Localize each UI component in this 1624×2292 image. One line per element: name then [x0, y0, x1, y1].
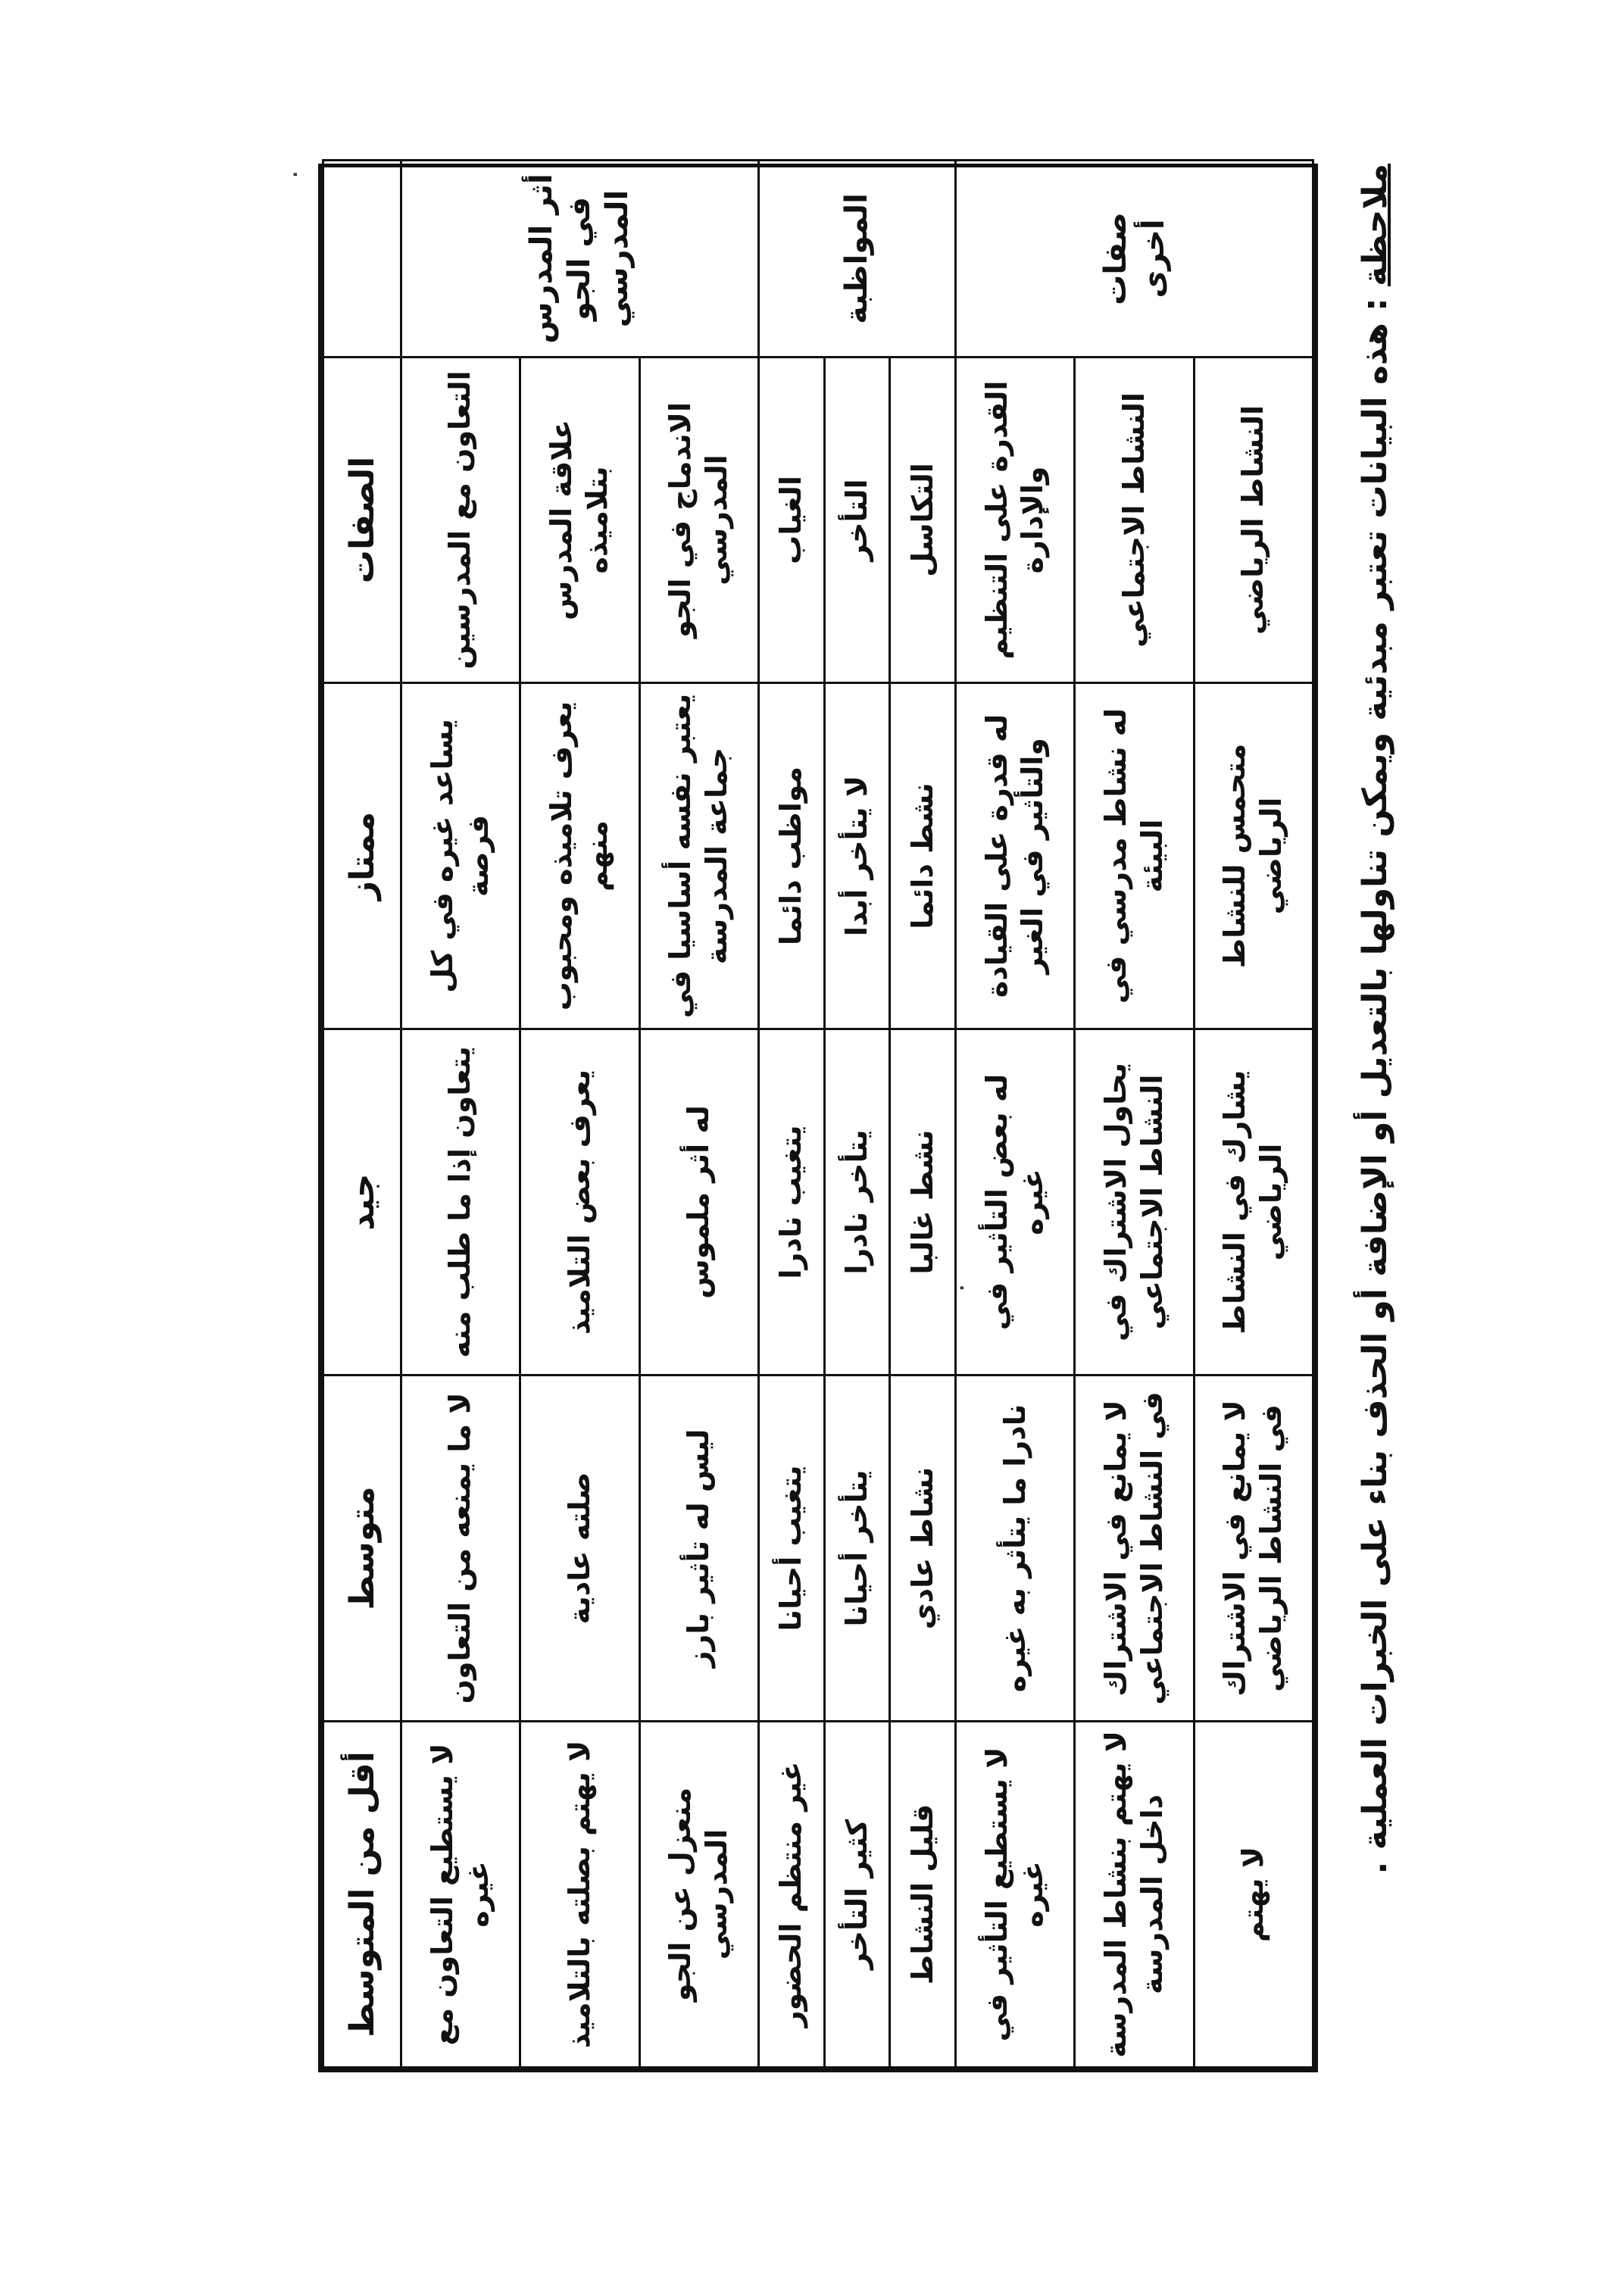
evaluation-table [322, 159, 1314, 2069]
good-cell: نشط غالبا [890, 1029, 956, 1376]
average-cell: نشاط عادي [890, 1376, 956, 1722]
average-cell: نادرا ما يتأثر به غيره [956, 1376, 1075, 1722]
below-average-cell: لا يستطيع التعاون مع غيره [401, 1722, 520, 2068]
trait-cell: النشاط الرياضي [1194, 358, 1313, 683]
table-row [520, 161, 639, 2068]
good-cell: يتغيب نادرا [758, 1029, 824, 1376]
average-cell: صلته عادية [520, 1376, 639, 1722]
header-excellent: ممتاز [323, 683, 401, 1029]
header-average: متوسط [323, 1376, 401, 1722]
table-row [956, 161, 1075, 2068]
excellent-cell: يعتبر نفسه أساسيا في جماعة المدرسة [639, 683, 758, 1029]
table-row [758, 161, 824, 2068]
average-cell: يتأخر أحيانا [824, 1376, 890, 1722]
below-average-cell: قليل النشاط [890, 1722, 956, 2068]
trait-cell: القدرة على التنظيم والإدارة [956, 358, 1075, 683]
trait-cell: التأخر [824, 358, 890, 683]
trait-cell: الغياب [758, 358, 824, 683]
excellent-cell: يساعد غيره في كل فرصة [401, 683, 520, 1029]
table-row [639, 161, 758, 2068]
average-cell: لا يمانع في الاشتراك في النشاط الاجتماعي [1075, 1376, 1194, 1722]
excellent-cell: لا يتأخر أبدا [824, 683, 890, 1029]
good-cell: يشارك في النشاط الرياضي [1194, 1029, 1313, 1376]
average-cell: لا ما يمنعه من التعاون [401, 1376, 520, 1722]
table-row [890, 161, 956, 2068]
good-cell: يتعاون إذا ما طلب منه [401, 1029, 520, 1376]
footnote-text: : هذه البيانات تعتبر مبدئية ويمكن تناولها بالتعديل أو الإضافة أو الحذف بناء على الخبرات العملية . [1356, 298, 1394, 1875]
below-average-cell: غير منتظم الحضور [758, 1722, 824, 2068]
trait-cell: التكاسل [890, 358, 956, 683]
trait-cell: التعاون مع المدرسين [401, 358, 520, 683]
trait-cell: علاقة المدرس بتلاميذه [520, 358, 639, 683]
below-average-cell: لا يهتم بصلته بالتلاميذ [520, 1722, 639, 2068]
evaluation-table-frame [318, 164, 1318, 2072]
header-below-average: أقل من المتوسط [323, 1722, 401, 2068]
excellent-cell: له قدرة على القيادة والتأثير في الغير [956, 683, 1075, 1029]
header-good: جيد [323, 1029, 401, 1376]
stray-mark: . [273, 170, 304, 179]
below-average-cell: كثير التأخر [824, 1722, 890, 2068]
table-row [824, 161, 890, 2068]
group-area-cell: صفات أخرى [956, 161, 1313, 358]
excellent-cell: متحمس للنشاط الرياضي [1194, 683, 1313, 1029]
good-cell: يعرف بعض التلاميذ [520, 1029, 639, 1376]
header-traits: الصفات [323, 358, 401, 683]
good-cell: له بعض التأثير في غيره [956, 1029, 1075, 1376]
average-cell: لا يمانع في الاشتراك في النشاط الرياضي [1194, 1376, 1313, 1722]
average-cell: يتغيب أحيانا [758, 1376, 824, 1722]
below-average-cell: لا يهتم بنشاط المدرسة داخل المدرسة [1075, 1722, 1194, 2068]
group-area-cell: أثر المدرس في الجو المدرسي [401, 161, 759, 358]
table-row [1075, 161, 1194, 2068]
trait-cell: النشاط الاجتماعي [1075, 358, 1194, 683]
table-row [1194, 161, 1313, 2068]
below-average-cell: لا يستطيع التأثير في غيره [956, 1722, 1075, 2068]
excellent-cell: نشط دائما [890, 683, 956, 1029]
table-row [401, 161, 520, 2068]
footnote-label: ملاحظة [1356, 164, 1394, 286]
below-average-cell: منعزل عن الجو المدرسي [639, 1722, 758, 2068]
group-area-cell: المواظبة [758, 161, 955, 358]
stray-mark: . [939, 1283, 970, 1292]
good-cell: يحاول الاشتراك في النشاط الاجتماعي [1075, 1029, 1194, 1376]
below-average-cell: لا يهتم [1194, 1722, 1313, 2068]
footnote [1356, 164, 1394, 2072]
excellent-cell: له نشاط مدرسي في البيئة [1075, 683, 1194, 1029]
good-cell: يتأخر نادرا [824, 1029, 890, 1376]
trait-cell: الاندماج في الجو المدرسي [639, 358, 758, 683]
good-cell: له أثر ملموس [639, 1029, 758, 1376]
excellent-cell: يعرف تلاميذه ومحبوب منهم [520, 683, 639, 1029]
table-header-row [323, 161, 401, 2068]
average-cell: ليس له تأثير بارز [639, 1376, 758, 1722]
header-area [323, 161, 401, 358]
excellent-cell: مواظب دائما [758, 683, 824, 1029]
